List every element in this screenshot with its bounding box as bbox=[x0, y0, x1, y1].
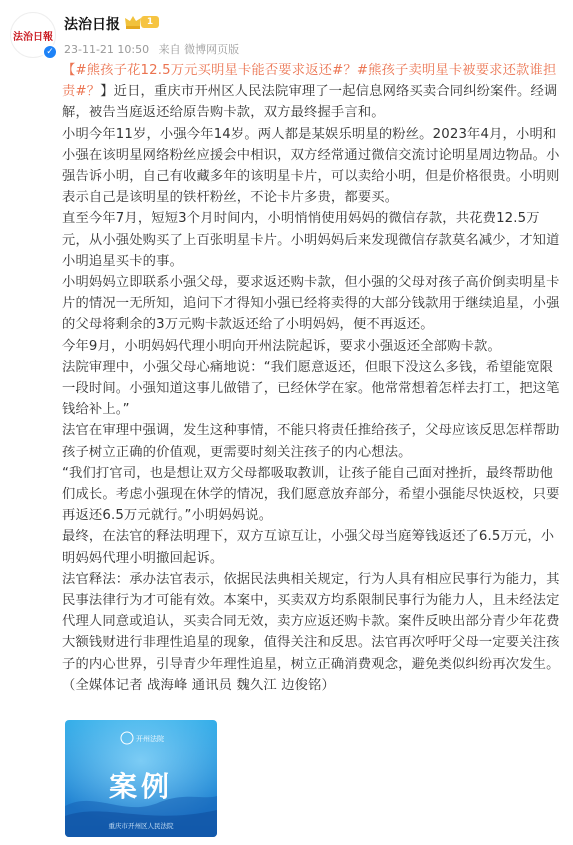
post-paragraph: “我们打官司，也是想让双方父母都吸取教训，让孩子能自己面对挫折，最终帮助他们成长。考虑小强现在休学的情况，我们愿意放弃部分，希望小强能尽快返校，只要再返还6.5万元就行。”小明妈妈说。 bbox=[62, 465, 560, 524]
post-paragraph: 今年9月，小明妈妈代理小明向开州法院起诉，要求小强返还全部购卡款。 bbox=[62, 338, 501, 354]
image-title: 案例 bbox=[108, 770, 174, 803]
post-paragraph bbox=[62, 60, 562, 124]
post-paragraph: 法院审理中，小强父母心痛地说：“我们愿意返还，但眼下没这么多钱，希望能宽限一段时间。小强知道这事儿做错了，已经休学在家。他常常想着怎样去打工，把这笔钱给补上。” bbox=[62, 359, 560, 418]
post-source: 来自 微博网页版 bbox=[158, 43, 240, 56]
topic-link[interactable]: 【#熊孩子花12.5万元买明星卡能否要求返还#？ bbox=[62, 63, 357, 78]
image-caption: 重庆市开州区人民法院 bbox=[108, 822, 174, 830]
post-meta bbox=[64, 41, 239, 57]
post-timestamp[interactable]: 23-11-21 10:50 bbox=[64, 43, 150, 56]
post-image[interactable] bbox=[65, 720, 217, 837]
paragraph-text: 】近日，重庆市开州区人民法院审理了一起信息网络买卖合同纠纷案件。经调解，被告当庭返还给原告购卡款，双方最终握手言和。 bbox=[62, 84, 558, 121]
post-header bbox=[0, 0, 573, 62]
avatar[interactable] bbox=[10, 12, 56, 58]
avatar-logo-text: 法治日報 bbox=[13, 32, 53, 43]
vip-crown-icon bbox=[124, 14, 142, 30]
post-paragraph: 法官在审理中强调，发生这种事情，不能只将责任推给孩子，父母应该反思怎样帮助孩子树立正确的价值观，更需要时刻关注孩子的内心想法。 bbox=[62, 423, 560, 460]
account-name[interactable]: 法治日报 bbox=[64, 17, 120, 33]
verified-icon: ✓ bbox=[42, 44, 58, 60]
post-paragraph: 小明今年11岁，小强今年14岁。两人都是某娱乐明星的粉丝。2023年4月，小明和小强在该明星网络粉丝应援会中相识，双方经常通过微信交流讨论明星周边物品。小强告诉小明，自己有收藏多年的该明星卡片，可以卖给小明，但是价格很贵。小明则表示自己是该明星的铁杆粉丝，不论卡片多贵，都要买。 bbox=[62, 126, 560, 206]
post-paragraph: 直至今年7月，短短3个月时间内，小明悄悄使用妈妈的微信存款，共花费12.5万元，从小强处购买了上百张明星卡片。小明妈妈后来发现微信存款莫名减少，才知道小明追星买卡的事。 bbox=[62, 211, 560, 269]
post-paragraph: 法官释法：承办法官表示，依据民法典相关规定，行为人具有相应民事行为能力，其民事法律行为才可能有效。本案中，买卖双方均系限制民事行为能力人，且未经法定代理人同意或追认，买卖合同无效，卖方应返还购卡款。案件反映出部分青少年花费大额钱财进行非理性追星的现象，值得关注和反思。法官再次呼吁父母一定要关注孩子的内心世界，引导青少年理性追星，树立正确消费观念，避免类似纠纷再次发生。（全媒体记者 战海峰 通讯员 魏久江 边俊铭） bbox=[62, 571, 560, 693]
post-paragraph: 最终，在法官的释法明理下，双方互谅互让，小强父母当庭筹钱返还了6.5万元，小明妈妈代理小明撤回起诉。 bbox=[62, 529, 555, 566]
court-logo-text: 开州法院 bbox=[136, 735, 164, 743]
level-badge: 1 bbox=[141, 16, 159, 28]
topic-link[interactable]: #熊孩子卖明星卡被要求还款谁担责#？ bbox=[62, 63, 557, 100]
post-paragraph: 小明妈妈立即联系小强父母，要求返还购卡款，但小强的父母对孩子高价倒卖明星卡片的情况一无所知，追问下才得知小强已经将卖得的大部分钱款用于继续追星，小强的父母将剩余的3万元购卡款返还给了小明妈妈，便不再返还。 bbox=[62, 275, 560, 333]
post-body bbox=[62, 60, 562, 696]
